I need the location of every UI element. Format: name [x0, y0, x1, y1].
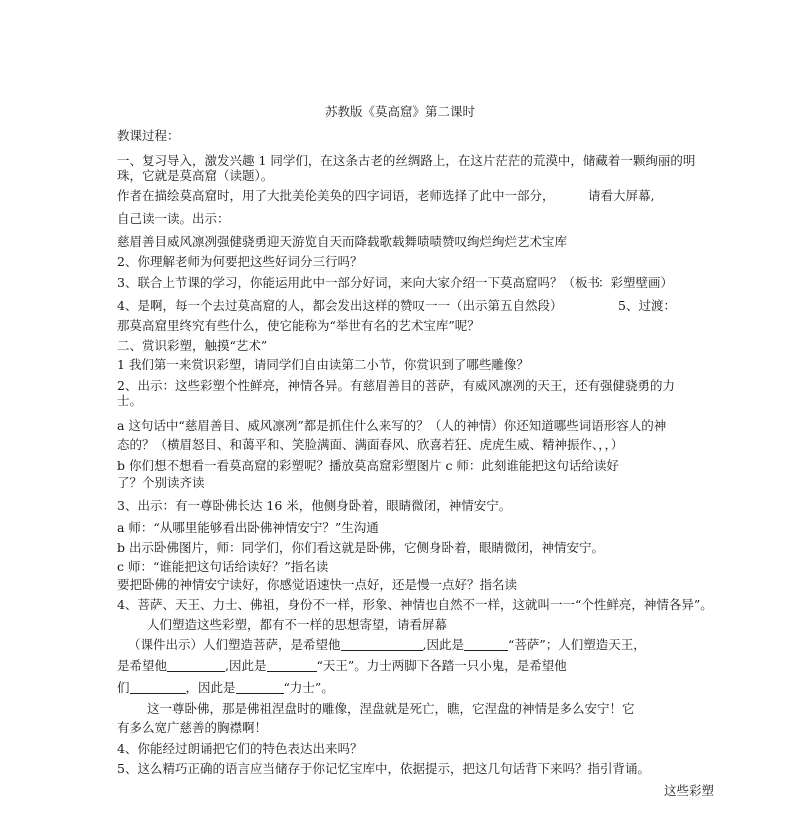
question-line: 4、是啊，每一个去过莫高窟的人，都会发出这样的赞叹一一（出示第五自然段）: [117, 298, 563, 313]
question-line: 3、联合上节课的学习，你能运用此中一部分好词，来向大家介绍一下莫高窟吗？（板书: [117, 275, 600, 290]
fill-in-line: [117, 658, 567, 674]
paragraph-line: 那莫高窟里终究有些什么，使它能称为“举世有名的艺术宝库”呢？: [117, 318, 480, 333]
paragraph-line: b 你们想不想看一看莫高窟的彩塑呢？播放莫高窟彩塑图片 c 师：此刻谁能把这句话给读好: [117, 458, 619, 473]
paragraph-line: a 师：“从哪里能够看出卧佛神情安宁？”生沟通: [117, 520, 379, 535]
paragraph-line: 一、复习导入，激发兴趣 1 同学们，在这条古老的丝绸路上，在这片茫茫的荒漠中，储藏着一颗绚丽的明: [117, 153, 696, 168]
section-heading: 教课过程：: [117, 128, 180, 143]
fill-in-line: [117, 680, 334, 696]
paragraph-line: 作者在描绘莫高窟时，用了大批美伦美奂的四字词语，老师选择了此中一部分，: [117, 188, 555, 203]
fill-in-line: [128, 637, 646, 653]
word-list: 慈眉善目威风凛冽强健骁勇迎天游览自天而降载歌载舞啧啧赞叹绚烂绚烂艺术宝库: [117, 234, 568, 249]
fill-text: ,因此是: [422, 637, 464, 652]
paragraph-line: a 这句话中“慈眉善目、威风凛冽”都是抓住什么来写的？（人的神情）你还知道哪些词语形容人的神: [117, 418, 667, 433]
answer-blank[interactable]: [130, 681, 186, 694]
fill-text: “菩萨”；人们塑造天王，: [508, 637, 646, 652]
paragraph-line: b 出示卧佛图片，师：同学们，你们看这就是卧佛，它侧身卧着，眼睛微闭，神情安宁。: [117, 540, 604, 555]
fill-text: （课件出示）人们塑造菩萨，是希望他: [128, 637, 341, 652]
answer-blank[interactable]: [464, 638, 508, 651]
paragraph-line: 士。: [117, 393, 143, 408]
paragraph-line: 2、出示：这些彩塑个性鲜亮，神情各异。有慈眉善目的菩萨，有威风凛冽的天王，还有强健骁勇的力: [117, 378, 675, 393]
paragraph-line: 要把卧佛的神情安宁读好，你感觉语速快一点好，还是慢一点好？指名读: [117, 577, 518, 592]
paragraph-line: 1 我们第一来赏识彩塑，请同学们自由读第二小节，你赏识到了哪些雕像？: [117, 357, 529, 372]
paragraph-line: 了？个别读齐读: [117, 475, 205, 490]
paragraph-line: 珠，它就是莫高窟（读题）。: [117, 168, 274, 183]
section-heading: 二、赏识彩塑，触摸“艺术”: [117, 338, 268, 353]
fill-text: 们: [117, 680, 130, 695]
paragraph-line: 这一尊卧佛，那是佛祖涅盘时的雕像，涅盘就是死亡，瞧，它涅盘的神情是多么安宁！它: [147, 701, 635, 716]
page-title: 苏教版《莫高窟》第二课时: [324, 104, 475, 119]
paragraph-line: 态的？（横眉怒目、和蔼平和、笑脸满面、满面春风、欣喜若狂、虎虎生威、精神振作、，，）: [117, 437, 624, 452]
fill-text: “力士”。: [283, 680, 334, 695]
question-line: 5、过渡：: [618, 298, 676, 313]
paragraph-line: c 师：“谁能把这句话给读好？”指名读: [117, 559, 329, 574]
page-footer-text: 这些彩塑: [664, 783, 715, 798]
paragraph-line: 有多么宽广慈善的胸襟啊！: [117, 720, 268, 735]
paragraph-line: 3、出示：有一尊卧佛长达 16 米，他侧身卧着，眼睛微闭，神情安宁。: [117, 498, 512, 513]
fill-text: 是希望他: [117, 658, 168, 673]
paragraph-line: 自己读一读。出示：: [117, 211, 230, 226]
question-line: 4、你能经过朗诵把它们的特色表达出来吗？: [117, 741, 363, 756]
answer-blank[interactable]: [341, 638, 423, 651]
question-line: 2、你理解老师为何要把这些好词分三行吗？: [117, 254, 363, 269]
paragraph-line: 4、菩萨、天王、力士、佛祖，身份不一样，形象、神情也自然不一样，这就叫一一“个性鲜亮，神情各异”。: [117, 597, 713, 612]
fill-text: ，因此是: [185, 680, 236, 695]
paragraph-line: 人们塑造这些彩塑，都有不一样的思想寄望，请看屏幕: [147, 617, 448, 632]
answer-blank[interactable]: [267, 659, 317, 672]
fill-text: ,因此是: [225, 658, 267, 673]
fill-text: “天王”。力士两脚下各踏一只小鬼，是希望他: [316, 658, 567, 673]
answer-blank[interactable]: [167, 659, 225, 672]
question-line: 5、这么精巧正确的语言应当储存于你记忆宝库中，依据提示，把这几句话背下来吗？指引背诵。: [117, 761, 650, 776]
question-line: ：彩塑壁画）: [598, 275, 674, 290]
answer-blank[interactable]: [236, 681, 284, 694]
paragraph-line: 请看大屏幕,: [588, 188, 655, 203]
